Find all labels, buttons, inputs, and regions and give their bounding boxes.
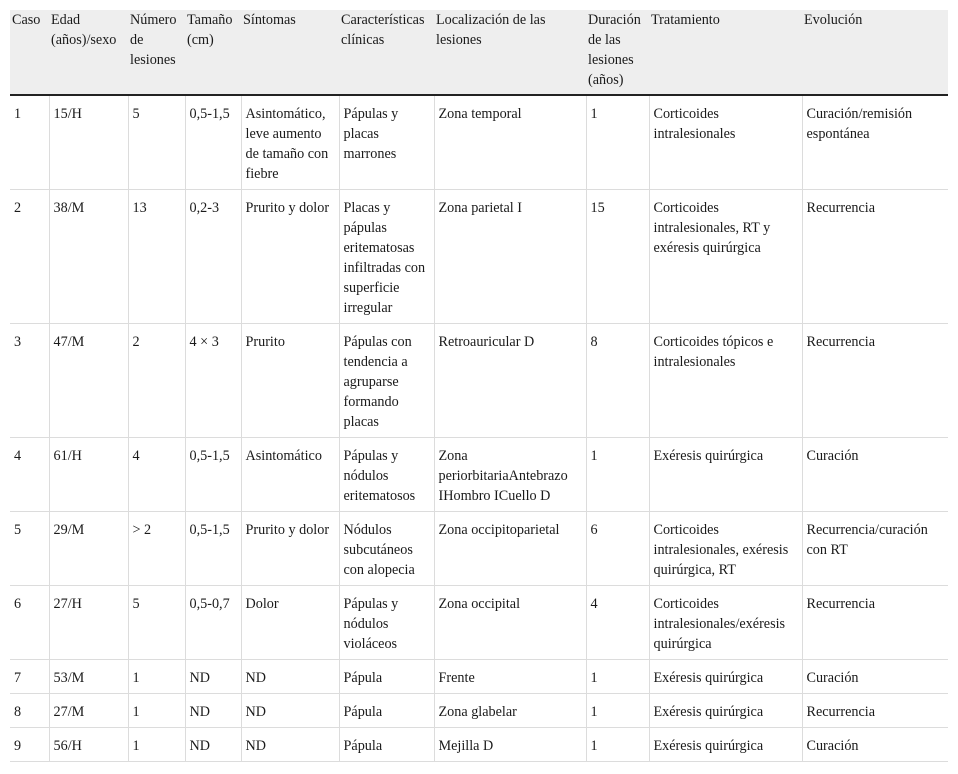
cell-evolucion: Curación: [802, 438, 948, 512]
cell-evolucion: Curación/remisión espontánea: [802, 95, 948, 190]
cell-numero-lesiones: 1: [128, 728, 185, 762]
cell-numero-lesiones: 13: [128, 190, 185, 324]
cell-localizacion: Zona glabelar: [434, 694, 586, 728]
cell-caracteristicas: Pápulas y placas marrones: [339, 95, 434, 190]
cell-tratamiento: Corticoides tópicos e intralesionales: [649, 324, 802, 438]
cell-evolucion: Curación: [802, 660, 948, 694]
cell-localizacion: Zona occipital: [434, 586, 586, 660]
table-row: [10, 660, 948, 694]
header-localizacion: Localización de las lesiones: [434, 10, 586, 95]
cell-localizacion: Zona periorbitariaAntebrazo IHombro ICuello D: [434, 438, 586, 512]
cell-tamano: 0,5-1,5: [185, 512, 241, 586]
cell-tratamiento: Corticoides intralesionales/exéresis quirúrgica: [649, 586, 802, 660]
table-body: [10, 95, 948, 762]
cell-caso: 5: [10, 512, 49, 586]
cell-duracion: 1: [586, 694, 649, 728]
cell-numero-lesiones: 5: [128, 586, 185, 660]
cell-edad-sexo: 38/M: [49, 190, 128, 324]
cell-tamano: 0,5-1,5: [185, 95, 241, 190]
cell-tratamiento: Corticoides intralesionales, RT y exéresis quirúrgica: [649, 190, 802, 324]
cell-edad-sexo: 56/H: [49, 728, 128, 762]
cell-caso: 4: [10, 438, 49, 512]
cell-evolucion: Recurrencia: [802, 586, 948, 660]
cell-edad-sexo: 27/M: [49, 694, 128, 728]
table-row: [10, 438, 948, 512]
table-row: [10, 694, 948, 728]
table-header: [10, 10, 948, 95]
header-evolucion: Evolución: [802, 10, 948, 95]
cell-numero-lesiones: 1: [128, 660, 185, 694]
cell-tamano: 0,5-1,5: [185, 438, 241, 512]
cell-localizacion: Retroauricular D: [434, 324, 586, 438]
cell-duracion: 15: [586, 190, 649, 324]
cell-duracion: 1: [586, 728, 649, 762]
cell-caso: 8: [10, 694, 49, 728]
cell-caso: 6: [10, 586, 49, 660]
cell-numero-lesiones: 5: [128, 95, 185, 190]
cell-tratamiento: Exéresis quirúrgica: [649, 694, 802, 728]
header-row: [10, 10, 948, 95]
header-duracion: Duración de las lesiones (años): [586, 10, 649, 95]
cell-evolucion: Recurrencia: [802, 694, 948, 728]
cell-numero-lesiones: 2: [128, 324, 185, 438]
cell-tamano: ND: [185, 694, 241, 728]
cell-tamano: 4 × 3: [185, 324, 241, 438]
cell-tamano: 0,2-3: [185, 190, 241, 324]
cell-sintomas: Prurito: [241, 324, 339, 438]
cell-edad-sexo: 27/H: [49, 586, 128, 660]
cell-caso: 2: [10, 190, 49, 324]
cell-caracteristicas: Pápula: [339, 728, 434, 762]
cell-sintomas: ND: [241, 694, 339, 728]
cell-sintomas: Dolor: [241, 586, 339, 660]
cell-edad-sexo: 61/H: [49, 438, 128, 512]
cell-evolucion: Recurrencia: [802, 324, 948, 438]
cell-sintomas: ND: [241, 728, 339, 762]
cell-caso: 3: [10, 324, 49, 438]
header-tratamiento: Tratamiento: [649, 10, 802, 95]
cell-sintomas: ND: [241, 660, 339, 694]
table-row: [10, 324, 948, 438]
cell-tamano: 0,5-0,7: [185, 586, 241, 660]
cell-caracteristicas: Placas y pápulas eritematosas infiltradas con superficie irregular: [339, 190, 434, 324]
cell-sintomas: Asintomático: [241, 438, 339, 512]
cell-localizacion: Zona temporal: [434, 95, 586, 190]
cell-localizacion: Zona occipitoparietal: [434, 512, 586, 586]
cell-caracteristicas: Pápulas y nódulos violáceos: [339, 586, 434, 660]
cell-tratamiento: Exéresis quirúrgica: [649, 438, 802, 512]
cell-duracion: 6: [586, 512, 649, 586]
cell-duracion: 1: [586, 660, 649, 694]
table-row: [10, 190, 948, 324]
table-row: [10, 512, 948, 586]
header-sintomas: Síntomas: [241, 10, 339, 95]
cell-caracteristicas: Nódulos subcutáneos con alopecia: [339, 512, 434, 586]
cell-evolucion: Curación: [802, 728, 948, 762]
cell-edad-sexo: 53/M: [49, 660, 128, 694]
header-caso: Caso: [10, 10, 49, 95]
clinical-cases-table: [10, 10, 948, 762]
header-caracteristicas: Características clínicas: [339, 10, 434, 95]
cell-edad-sexo: 29/M: [49, 512, 128, 586]
cell-caracteristicas: Pápula: [339, 660, 434, 694]
cell-caso: 9: [10, 728, 49, 762]
cell-caso: 7: [10, 660, 49, 694]
cell-sintomas: Prurito y dolor: [241, 190, 339, 324]
cell-numero-lesiones: 1: [128, 694, 185, 728]
header-tamano: Tamaño (cm): [185, 10, 241, 95]
table-row: [10, 728, 948, 762]
cell-evolucion: Recurrencia: [802, 190, 948, 324]
cell-duracion: 8: [586, 324, 649, 438]
cell-caracteristicas: Pápula: [339, 694, 434, 728]
cell-caracteristicas: Pápulas con tendencia a agruparse formando placas: [339, 324, 434, 438]
cell-tamano: ND: [185, 660, 241, 694]
cell-edad-sexo: 15/H: [49, 95, 128, 190]
cell-sintomas: Asintomático, leve aumento de tamaño con fiebre: [241, 95, 339, 190]
header-numero-lesiones: Número de lesiones: [128, 10, 185, 95]
cell-tamano: ND: [185, 728, 241, 762]
cell-tratamiento: Exéresis quirúrgica: [649, 660, 802, 694]
cell-tratamiento: Exéresis quirúrgica: [649, 728, 802, 762]
cell-duracion: 1: [586, 438, 649, 512]
cell-evolucion: Recurrencia/curación con RT: [802, 512, 948, 586]
cell-sintomas: Prurito y dolor: [241, 512, 339, 586]
header-edad-sexo: Edad (años)/sexo: [49, 10, 128, 95]
cell-caso: 1: [10, 95, 49, 190]
table-row: [10, 95, 948, 190]
cell-localizacion: Frente: [434, 660, 586, 694]
cell-duracion: 1: [586, 95, 649, 190]
cell-edad-sexo: 47/M: [49, 324, 128, 438]
cell-caracteristicas: Pápulas y nódulos eritematosos: [339, 438, 434, 512]
cell-duracion: 4: [586, 586, 649, 660]
cell-tratamiento: Corticoides intralesionales: [649, 95, 802, 190]
cell-tratamiento: Corticoides intralesionales, exéresis quirúrgica, RT: [649, 512, 802, 586]
cell-localizacion: Zona parietal I: [434, 190, 586, 324]
cell-numero-lesiones: 4: [128, 438, 185, 512]
table-row: [10, 586, 948, 660]
cell-numero-lesiones: > 2: [128, 512, 185, 586]
cell-localizacion: Mejilla D: [434, 728, 586, 762]
